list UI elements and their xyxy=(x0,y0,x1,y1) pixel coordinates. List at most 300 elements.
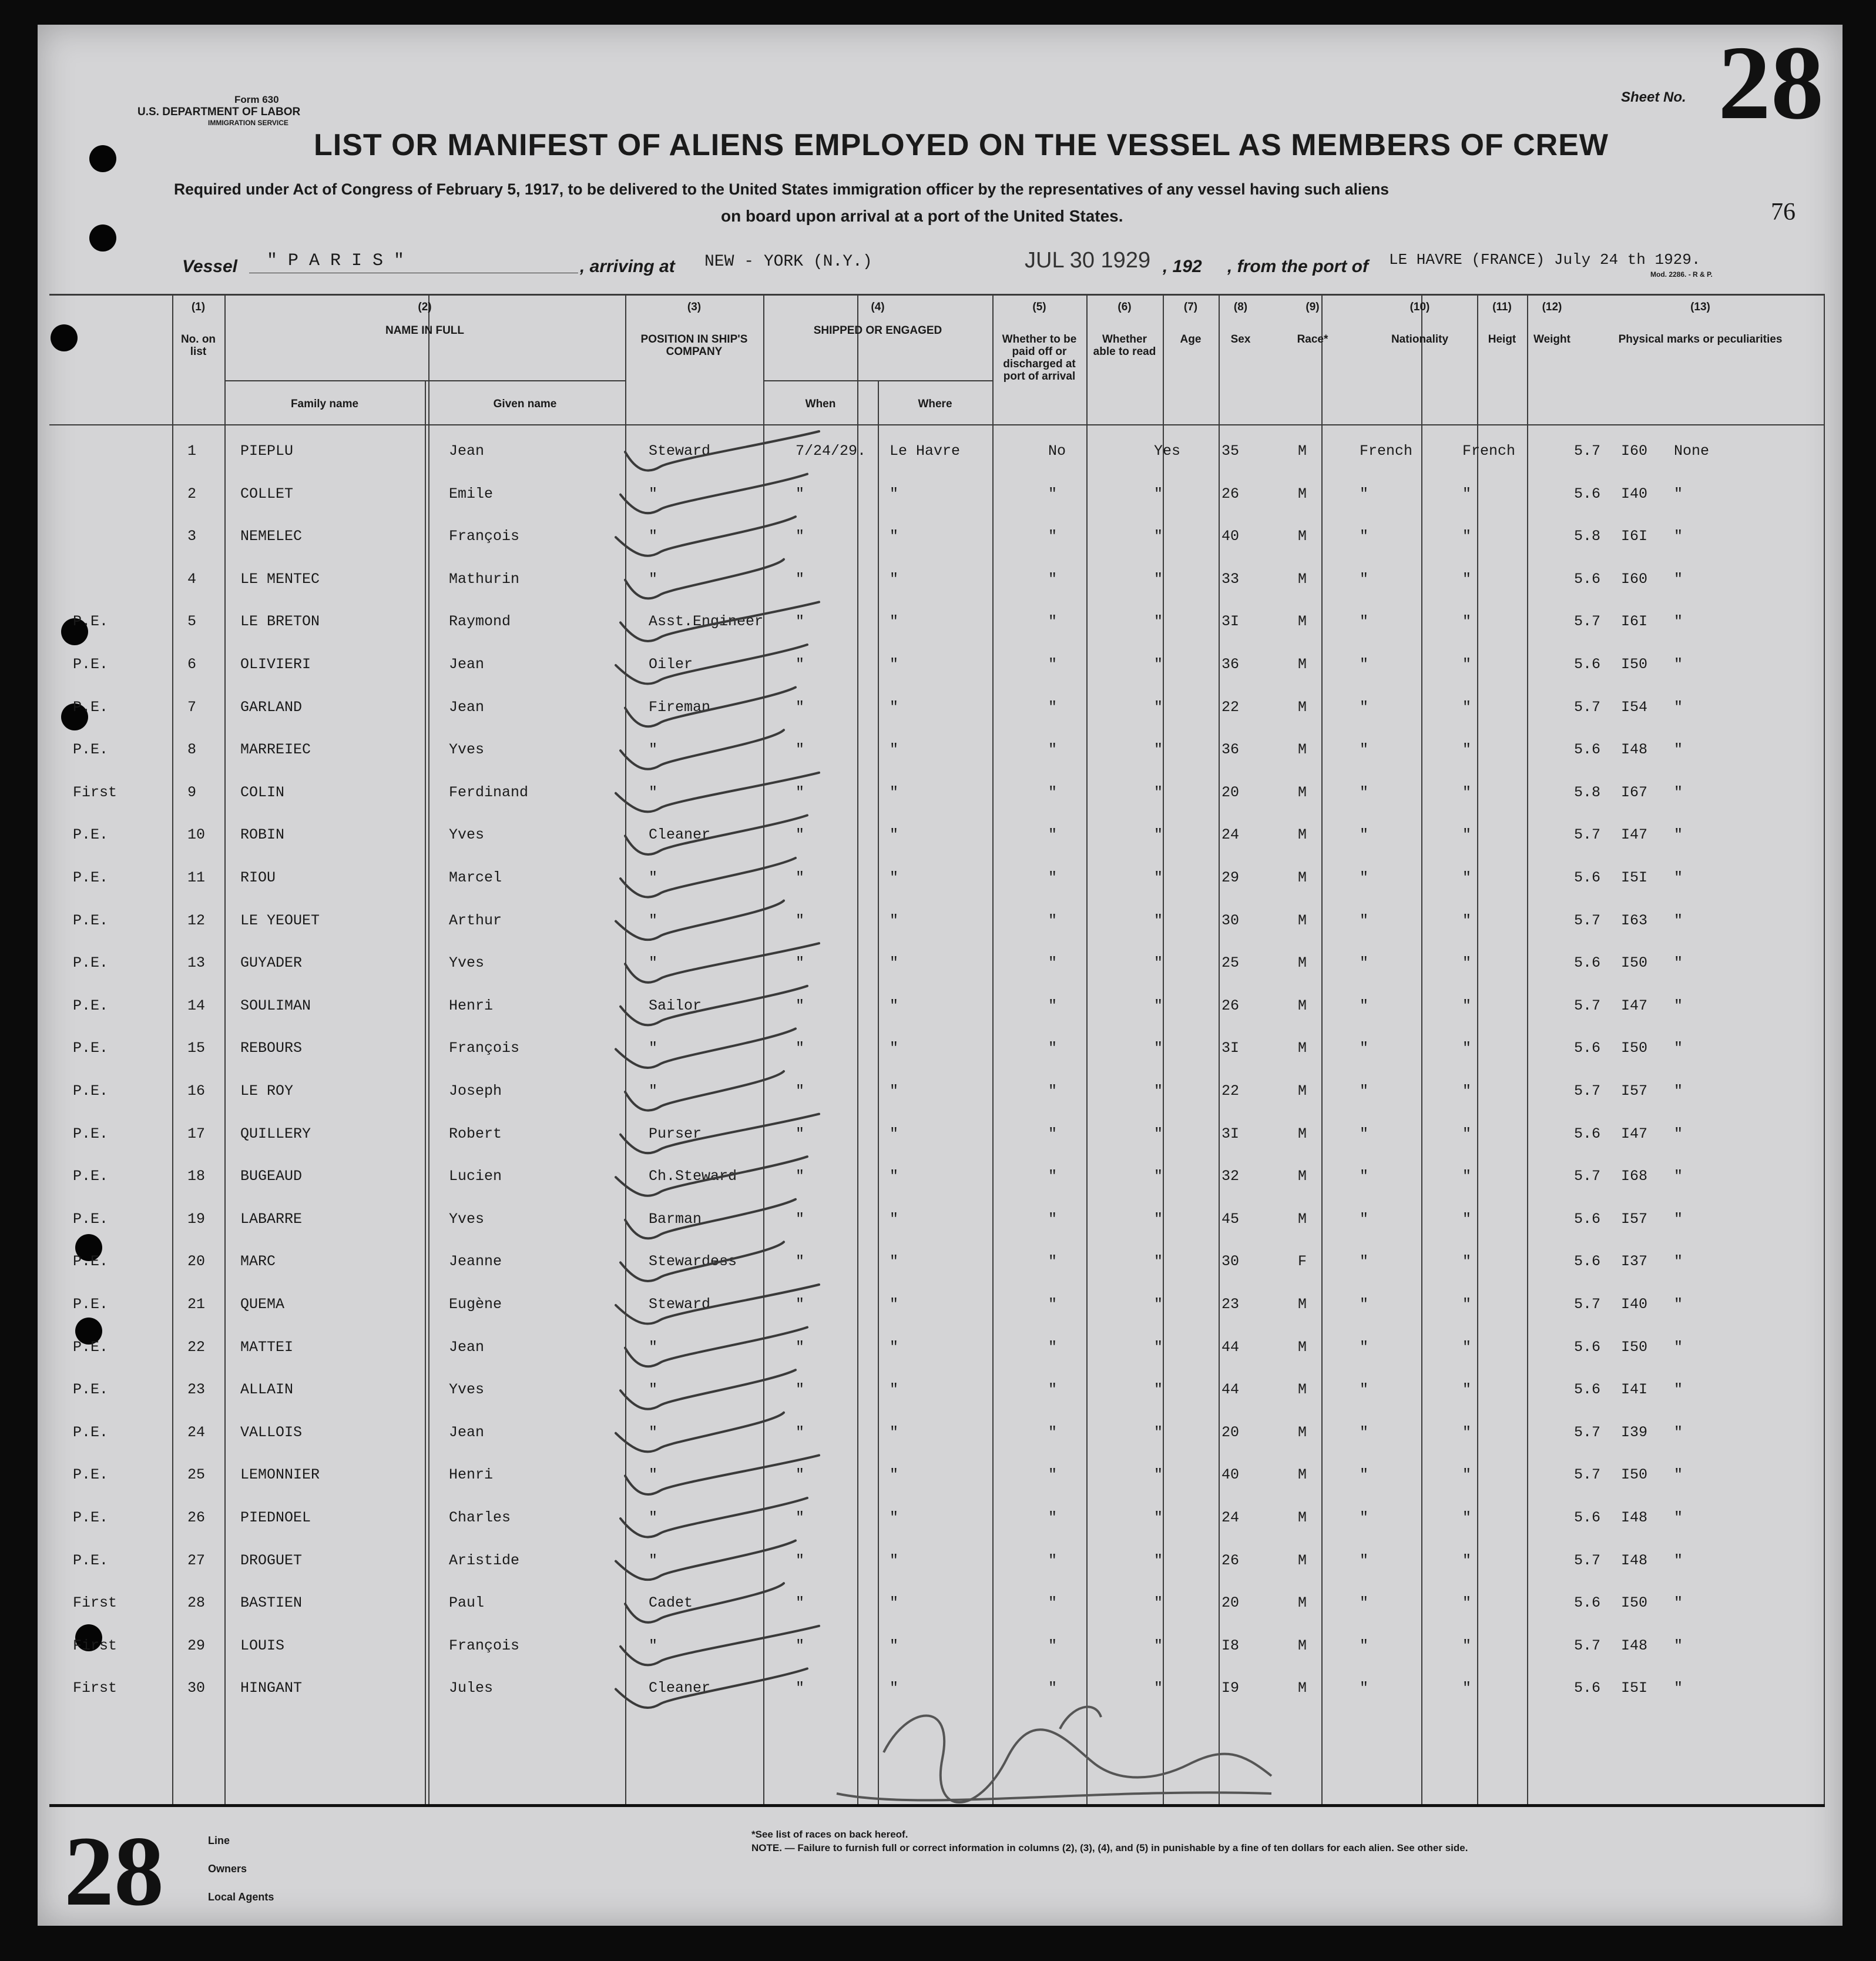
family-name: QUILLERY xyxy=(240,1125,311,1142)
paid-off: " xyxy=(1048,1466,1058,1484)
column-subheader: Where xyxy=(918,398,952,410)
column-header: Sex xyxy=(1230,333,1251,346)
row-number: 4 xyxy=(187,570,197,588)
position: " xyxy=(649,1338,658,1356)
shipped-when: " xyxy=(796,826,805,844)
paid-off: " xyxy=(1048,997,1058,1014)
family-name: SOULIMAN xyxy=(240,997,311,1014)
given-name: Aristide xyxy=(449,1551,520,1569)
age: 30 xyxy=(1221,911,1240,929)
shipped-when: " xyxy=(796,1551,805,1569)
position: " xyxy=(649,911,658,929)
family-name: NEMELEC xyxy=(240,528,303,545)
height: 5.7 xyxy=(1574,1082,1601,1099)
age: 20 xyxy=(1221,783,1240,801)
position: " xyxy=(649,570,658,588)
row-marker: P.E. xyxy=(73,1381,109,1399)
age: 40 xyxy=(1221,1466,1240,1484)
nationality: " xyxy=(1462,485,1472,502)
family-name: QUEMA xyxy=(240,1296,285,1313)
given-name: Jean xyxy=(449,656,485,673)
shipped-when: " xyxy=(796,1594,805,1612)
weight: I48 xyxy=(1621,741,1648,759)
shipped-where: " xyxy=(890,783,899,801)
check-mark xyxy=(620,986,807,1025)
sex: M xyxy=(1298,570,1307,588)
row-number: 11 xyxy=(187,869,206,886)
nationality: " xyxy=(1462,741,1472,759)
nationality: " xyxy=(1462,911,1472,929)
given-name: François xyxy=(449,1637,520,1654)
row-marker: P.E. xyxy=(73,1125,109,1142)
given-name: Henri xyxy=(449,1466,494,1484)
column-header: Whether able to read xyxy=(1093,333,1156,358)
given-name: Marcel xyxy=(449,869,502,886)
race: " xyxy=(1360,869,1369,886)
check-mark xyxy=(620,1498,807,1537)
nationality: " xyxy=(1462,1381,1472,1399)
row-number: 21 xyxy=(187,1296,206,1313)
paid-off: " xyxy=(1048,570,1058,588)
check-mark xyxy=(616,1413,784,1452)
weight: I6I xyxy=(1621,528,1648,545)
sex: M xyxy=(1298,741,1307,759)
position: Steward xyxy=(649,443,711,460)
race: " xyxy=(1360,1125,1369,1142)
physical-marks: " xyxy=(1674,1253,1683,1271)
race: " xyxy=(1360,1680,1369,1697)
age: 33 xyxy=(1221,570,1240,588)
position: Cadet xyxy=(649,1594,693,1612)
nationality: " xyxy=(1462,1423,1472,1441)
given-name: Ferdinand xyxy=(449,783,529,801)
sex: M xyxy=(1298,1423,1307,1441)
weight: I50 xyxy=(1621,1594,1648,1612)
shipped-where: " xyxy=(890,826,899,844)
weight: I50 xyxy=(1621,1466,1648,1484)
height: 5.6 xyxy=(1574,1338,1601,1356)
check-mark xyxy=(616,773,819,812)
paid-off: " xyxy=(1048,1082,1058,1099)
arriving-port: NEW - YORK (N.Y.) xyxy=(704,253,872,271)
column-header: NAME IN FULL xyxy=(385,324,465,337)
physical-marks: " xyxy=(1674,1680,1683,1697)
race: " xyxy=(1360,1210,1369,1228)
paid-off: " xyxy=(1048,954,1058,972)
given-name: Eugène xyxy=(449,1296,502,1313)
column-number: (10) xyxy=(1409,301,1430,313)
position: Stewardess xyxy=(649,1253,737,1271)
race: " xyxy=(1360,698,1369,716)
shipped-when: " xyxy=(796,997,805,1014)
able-to-read: " xyxy=(1154,1210,1163,1228)
column-number: (2) xyxy=(418,301,432,313)
shipped-when: " xyxy=(796,954,805,972)
given-name: Robert xyxy=(449,1125,502,1142)
race: " xyxy=(1360,1338,1369,1356)
shipped-where: " xyxy=(890,528,899,545)
race: " xyxy=(1360,1168,1369,1185)
age: 30 xyxy=(1221,1253,1240,1271)
row-marker: First xyxy=(73,1637,118,1654)
position: Fireman xyxy=(649,698,711,716)
race: " xyxy=(1360,1423,1369,1441)
row-marker: First xyxy=(73,783,118,801)
check-mark xyxy=(616,1668,807,1708)
row-marker: P.E. xyxy=(73,1082,109,1099)
given-name: Mathurin xyxy=(449,570,520,588)
paid-off: " xyxy=(1048,485,1058,502)
shipped-when: " xyxy=(796,869,805,886)
arrival-date-stamp: JUL 30 1929 xyxy=(1025,248,1151,273)
position: " xyxy=(649,485,658,502)
column-header: Physical marks or peculiarities xyxy=(1618,333,1783,346)
service-name: IMMIGRATION SERVICE xyxy=(208,119,288,127)
check-mark xyxy=(625,431,819,471)
row-marker: P.E. xyxy=(73,1509,109,1526)
able-to-read: " xyxy=(1154,1680,1163,1697)
weight: I50 xyxy=(1621,1040,1648,1057)
check-mark xyxy=(620,1370,796,1409)
age: 44 xyxy=(1221,1381,1240,1399)
row-marker: P.E. xyxy=(73,1168,109,1185)
age: 40 xyxy=(1221,528,1240,545)
column-header: SHIPPED OR ENGAGED xyxy=(813,324,942,337)
given-name: Yves xyxy=(449,954,485,972)
sheet-number: 28 xyxy=(1718,24,1824,141)
row-marker: P.E. xyxy=(73,869,109,886)
race: " xyxy=(1360,741,1369,759)
manifest-sheet xyxy=(38,25,1843,1926)
shipped-where: " xyxy=(890,1381,899,1399)
row-number: 27 xyxy=(187,1551,206,1569)
given-name: Jean xyxy=(449,443,485,460)
position: " xyxy=(649,741,658,759)
weight: I63 xyxy=(1621,911,1648,929)
column-header: Weight xyxy=(1533,333,1570,346)
paid-off: " xyxy=(1048,1680,1058,1697)
page-title: LIST OR MANIFEST OF ALIENS EMPLOYED ON THE VESSEL AS MEMBERS OF CREW xyxy=(314,128,1609,162)
sex: M xyxy=(1298,1296,1307,1313)
position: " xyxy=(649,783,658,801)
race: " xyxy=(1360,911,1369,929)
family-name: COLIN xyxy=(240,783,285,801)
able-to-read: " xyxy=(1154,1423,1163,1441)
height: 5.7 xyxy=(1574,1168,1601,1185)
race: " xyxy=(1360,485,1369,502)
fine-note: NOTE. — Failure to furnish full or correct information in columns (2), (3), (4), and (5) in punishable by a fine of ten dollars for each alien. See other side. xyxy=(751,1842,1468,1853)
check-mark xyxy=(625,688,796,727)
shipped-where: " xyxy=(890,1296,899,1313)
weight: I47 xyxy=(1621,997,1648,1014)
height: 5.6 xyxy=(1574,954,1601,972)
row-marker: P.E. xyxy=(73,1296,109,1313)
height: 5.7 xyxy=(1574,826,1601,844)
row-marker: P.E. xyxy=(73,656,109,673)
check-mark xyxy=(616,901,784,940)
sex: M xyxy=(1298,1082,1307,1099)
nationality: " xyxy=(1462,1594,1472,1612)
footer-sheet-number: 28 xyxy=(64,1816,164,1926)
position: Purser xyxy=(649,1125,702,1142)
given-name: François xyxy=(449,528,520,545)
shipped-when: " xyxy=(796,698,805,716)
family-name: ALLAIN xyxy=(240,1381,294,1399)
shipped-where: " xyxy=(890,997,899,1014)
given-name: Jean xyxy=(449,1423,485,1441)
shipped-where: " xyxy=(890,1423,899,1441)
check-mark xyxy=(625,1455,819,1494)
column-number: (8) xyxy=(1233,301,1248,313)
shipped-when: " xyxy=(796,1210,805,1228)
nationality: " xyxy=(1462,869,1472,886)
weight: I40 xyxy=(1621,1296,1648,1313)
physical-marks: " xyxy=(1674,911,1683,929)
family-name: PIEDNOEL xyxy=(240,1509,311,1526)
age: 32 xyxy=(1221,1168,1240,1185)
physical-marks: " xyxy=(1674,1381,1683,1399)
given-name: Jules xyxy=(449,1680,494,1697)
column-number: (9) xyxy=(1306,301,1320,313)
check-mark xyxy=(616,645,807,684)
shipped-where: " xyxy=(890,1637,899,1654)
given-name: Yves xyxy=(449,826,485,844)
race: " xyxy=(1360,826,1369,844)
check-mark xyxy=(616,1157,807,1196)
row-number: 1 xyxy=(187,443,197,460)
sex: M xyxy=(1298,954,1307,972)
weight: I5I xyxy=(1621,869,1648,886)
position: Asst.Engineer xyxy=(649,613,764,631)
sex: M xyxy=(1298,528,1307,545)
row-marker: P.E. xyxy=(73,1210,109,1228)
owners-label: Owners xyxy=(208,1863,247,1875)
check-mark xyxy=(620,1242,784,1281)
column-header: Whether to be paid off or discharged at port of arrival xyxy=(1002,333,1077,383)
nationality: " xyxy=(1462,826,1472,844)
check-mark xyxy=(616,1285,819,1324)
row-number: 9 xyxy=(187,783,197,801)
family-name: RIOU xyxy=(240,869,276,886)
shipped-where: " xyxy=(890,698,899,716)
sex: M xyxy=(1298,1551,1307,1569)
sex: M xyxy=(1298,613,1307,631)
column-number: (1) xyxy=(191,301,206,313)
family-name: BUGEAUD xyxy=(240,1168,303,1185)
race: " xyxy=(1360,1637,1369,1654)
row-number: 12 xyxy=(187,911,206,929)
given-name: Arthur xyxy=(449,911,502,929)
age: 44 xyxy=(1221,1338,1240,1356)
row-marker: P.E. xyxy=(73,826,109,844)
physical-marks: " xyxy=(1674,1210,1683,1228)
paid-off: " xyxy=(1048,1423,1058,1441)
weight: I47 xyxy=(1621,1125,1648,1142)
shipped-where: " xyxy=(890,1210,899,1228)
paid-off: " xyxy=(1048,911,1058,929)
age: 24 xyxy=(1221,826,1240,844)
age: 24 xyxy=(1221,1509,1240,1526)
physical-marks: " xyxy=(1674,528,1683,545)
position: Cleaner xyxy=(649,826,711,844)
nationality: " xyxy=(1462,1466,1472,1484)
department-name: U.S. DEPARTMENT OF LABOR xyxy=(137,106,301,118)
nationality: " xyxy=(1462,1040,1472,1057)
row-marker: First xyxy=(73,1680,118,1697)
position: Ch.Steward xyxy=(649,1168,737,1185)
weight: I67 xyxy=(1621,783,1648,801)
paid-off: " xyxy=(1048,528,1058,545)
column-number: (3) xyxy=(687,301,702,313)
height: 5.7 xyxy=(1574,698,1601,716)
weight: I37 xyxy=(1621,1253,1648,1271)
age: 26 xyxy=(1221,1551,1240,1569)
weight: I60 xyxy=(1621,570,1648,588)
weight: I68 xyxy=(1621,1168,1648,1185)
physical-marks: " xyxy=(1674,613,1683,631)
shipped-where: " xyxy=(890,1466,899,1484)
position: Cleaner xyxy=(649,1680,711,1697)
check-mark xyxy=(625,1071,784,1111)
row-marker: P.E. xyxy=(73,911,109,929)
height: 5.6 xyxy=(1574,1253,1601,1271)
position: " xyxy=(649,869,658,886)
check-mark xyxy=(620,858,796,897)
weight: I48 xyxy=(1621,1551,1648,1569)
position: " xyxy=(649,528,658,545)
sex: M xyxy=(1298,485,1307,502)
family-name: PIEPLU xyxy=(240,443,294,460)
family-name: LE MENTEC xyxy=(240,570,320,588)
shipped-when: " xyxy=(796,1680,805,1697)
nationality: " xyxy=(1462,1637,1472,1654)
shipped-where: " xyxy=(890,1168,899,1185)
given-name: Henri xyxy=(449,997,494,1014)
shipped-where: " xyxy=(890,1594,899,1612)
shipped-when: " xyxy=(796,485,805,502)
age: 29 xyxy=(1221,869,1240,886)
age: 26 xyxy=(1221,485,1240,502)
position: " xyxy=(649,1423,658,1441)
column-header: No. on list xyxy=(180,333,216,358)
physical-marks: " xyxy=(1674,1168,1683,1185)
able-to-read: " xyxy=(1154,1466,1163,1484)
able-to-read: " xyxy=(1154,911,1163,929)
nationality: " xyxy=(1462,1168,1472,1185)
position: " xyxy=(649,1082,658,1099)
sex: M xyxy=(1298,1680,1307,1697)
height: 5.6 xyxy=(1574,1381,1601,1399)
page-number: 76 xyxy=(1771,199,1796,226)
family-name: MARC xyxy=(240,1253,276,1271)
position: " xyxy=(649,1637,658,1654)
row-marker: P.E. xyxy=(73,1338,109,1356)
shipped-where: " xyxy=(890,1338,899,1356)
sex: M xyxy=(1298,1594,1307,1612)
shipped-when: 7/24/29. xyxy=(796,443,867,460)
column-number: (7) xyxy=(1183,301,1198,313)
paid-off: No xyxy=(1048,443,1066,460)
row-marker: P.E. xyxy=(73,954,109,972)
able-to-read: " xyxy=(1154,1040,1163,1057)
races-note: *See list of races on back hereof. xyxy=(751,1829,908,1840)
race: " xyxy=(1360,1296,1369,1313)
row-number: 22 xyxy=(187,1338,206,1356)
family-name: REBOURS xyxy=(240,1040,303,1057)
nationality: " xyxy=(1462,1210,1472,1228)
physical-marks: " xyxy=(1674,485,1683,502)
age: I8 xyxy=(1221,1637,1240,1654)
nationality: " xyxy=(1462,1551,1472,1569)
physical-marks: None xyxy=(1674,443,1710,460)
family-name: LE YEOUET xyxy=(240,911,320,929)
row-number: 28 xyxy=(187,1594,206,1612)
shipped-where: " xyxy=(890,1125,899,1142)
race: " xyxy=(1360,528,1369,545)
paid-off: " xyxy=(1048,1168,1058,1185)
row-marker: P.E. xyxy=(73,997,109,1014)
paid-off: " xyxy=(1048,1125,1058,1142)
row-number: 20 xyxy=(187,1253,206,1271)
race: " xyxy=(1360,1594,1369,1612)
paid-off: " xyxy=(1048,1509,1058,1526)
row-marker: P.E. xyxy=(73,741,109,759)
weight: I50 xyxy=(1621,656,1648,673)
given-name: Joseph xyxy=(449,1082,502,1099)
nationality: " xyxy=(1462,1296,1472,1313)
sex: M xyxy=(1298,997,1307,1014)
shipped-when: " xyxy=(796,1381,805,1399)
family-name: DROGUET xyxy=(240,1551,303,1569)
height: 5.6 xyxy=(1574,656,1601,673)
age: 3I xyxy=(1221,613,1240,631)
column-number: (5) xyxy=(1032,301,1046,313)
age: I9 xyxy=(1221,1680,1240,1697)
able-to-read: " xyxy=(1154,997,1163,1014)
handwritten-signature xyxy=(837,1707,1271,1802)
able-to-read: " xyxy=(1154,741,1163,759)
column-number: (13) xyxy=(1690,301,1710,313)
able-to-read: " xyxy=(1154,613,1163,631)
from-port-label: , from the port of xyxy=(1227,257,1368,276)
year-label: , 192 xyxy=(1163,257,1202,276)
sex: M xyxy=(1298,1125,1307,1142)
nationality: " xyxy=(1462,1680,1472,1697)
able-to-read: " xyxy=(1154,698,1163,716)
shipped-when: " xyxy=(796,570,805,588)
nationality: " xyxy=(1462,783,1472,801)
nationality: " xyxy=(1462,1125,1472,1142)
check-mark xyxy=(620,1626,819,1665)
height: 5.6 xyxy=(1574,1680,1601,1697)
weight: I39 xyxy=(1621,1423,1648,1441)
from-port: LE HAVRE (FRANCE) July 24 th 1929. xyxy=(1389,251,1701,269)
subtitle-line-1: Required under Act of Congress of February 5, 1917, to be delivered to the United States immigration officer by the representatives of any vessel having such aliens xyxy=(174,180,1390,198)
shipped-when: " xyxy=(796,1168,805,1185)
check-mark xyxy=(625,1583,784,1623)
shipped-when: " xyxy=(796,1637,805,1654)
given-name: Paul xyxy=(449,1594,485,1612)
vessel-label: Vessel xyxy=(182,257,237,276)
position: " xyxy=(649,1381,658,1399)
row-marker: First xyxy=(73,1594,118,1612)
family-name: ROBIN xyxy=(240,826,285,844)
race: " xyxy=(1360,1253,1369,1271)
nationality: " xyxy=(1462,698,1472,716)
position: " xyxy=(649,1040,658,1057)
mod-note: Mod. 2286. - R & P. xyxy=(1650,270,1713,279)
weight: I5I xyxy=(1621,1680,1648,1697)
